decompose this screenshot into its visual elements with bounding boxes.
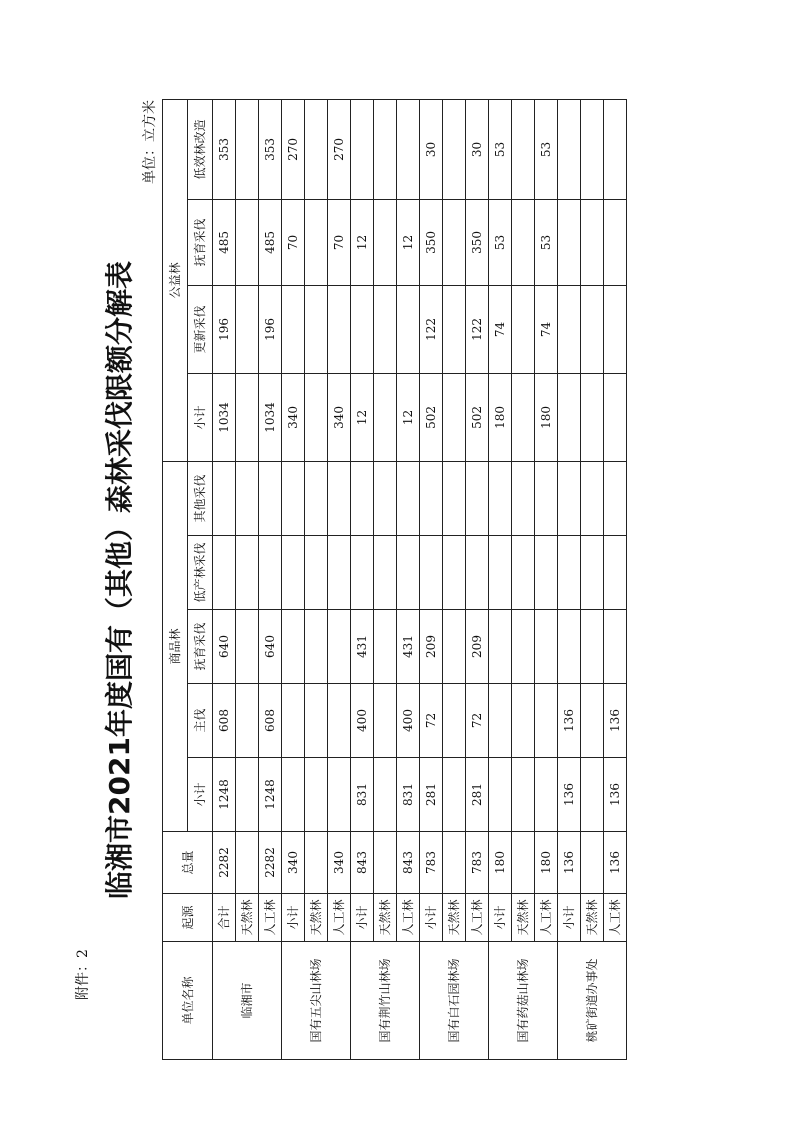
value-cell [489, 758, 512, 832]
value-cell: 2282 [213, 832, 236, 894]
value-cell: 340 [328, 832, 351, 894]
value-cell: 136 [558, 832, 581, 894]
value-cell [282, 536, 305, 610]
table-row [535, 99, 558, 1059]
value-cell: 136 [558, 684, 581, 758]
table-row [282, 99, 305, 1059]
page-title: 临湘市2021年度国有（其他）森林采伐限额分解表 [103, 261, 136, 899]
origin-cell: 小计 [282, 894, 305, 942]
value-cell: 53 [489, 199, 512, 285]
value-cell [443, 610, 466, 684]
value-cell: 1034 [213, 373, 236, 461]
origin-cell: 人工林 [328, 894, 351, 942]
rotated-table-block [100, 100, 640, 1060]
value-cell [535, 684, 558, 758]
value-cell [558, 373, 581, 461]
value-cell: 136 [604, 832, 627, 894]
value-cell [213, 536, 236, 610]
value-cell [581, 373, 604, 461]
value-cell: 783 [420, 832, 443, 894]
value-cell [558, 285, 581, 373]
value-cell [604, 536, 627, 610]
value-cell [282, 758, 305, 832]
value-cell [420, 461, 443, 535]
value-cell [443, 536, 466, 610]
origin-cell: 天然林 [236, 894, 259, 942]
origin-cell: 人工林 [604, 894, 627, 942]
origin-cell: 小计 [351, 894, 374, 942]
table-row [305, 99, 328, 1059]
value-cell [581, 758, 604, 832]
value-cell [328, 610, 351, 684]
value-cell [282, 610, 305, 684]
value-cell: 209 [466, 610, 489, 684]
value-cell: 431 [397, 610, 420, 684]
origin-cell: 天然林 [305, 894, 328, 942]
value-cell [305, 610, 328, 684]
value-cell [259, 536, 282, 610]
table-row [558, 99, 581, 1059]
value-cell [305, 832, 328, 894]
value-cell [512, 610, 535, 684]
value-cell [535, 758, 558, 832]
table-row [420, 99, 443, 1059]
header-public: 公益林 [163, 99, 188, 461]
origin-cell: 天然林 [512, 894, 535, 942]
value-cell [512, 758, 535, 832]
origin-cell: 小计 [420, 894, 443, 942]
value-cell [512, 832, 535, 894]
header-sub: 低产林采伐 [188, 536, 213, 610]
header-sub: 小计 [188, 373, 213, 461]
value-cell: 53 [535, 199, 558, 285]
value-cell: 502 [466, 373, 489, 461]
value-cell: 340 [328, 373, 351, 461]
value-cell: 281 [466, 758, 489, 832]
value-cell [466, 536, 489, 610]
value-cell [374, 99, 397, 199]
value-cell [581, 461, 604, 535]
value-cell: 1248 [213, 758, 236, 832]
value-cell: 340 [282, 373, 305, 461]
value-cell: 353 [259, 99, 282, 199]
value-cell [305, 758, 328, 832]
value-cell [512, 461, 535, 535]
table-row [259, 99, 282, 1059]
unit-name-cell: 国有药菇山林场 [489, 942, 558, 1060]
value-cell [512, 684, 535, 758]
value-cell [236, 832, 259, 894]
value-cell [328, 461, 351, 535]
value-cell: 180 [535, 373, 558, 461]
value-cell [443, 199, 466, 285]
value-cell: 502 [420, 373, 443, 461]
value-cell: 640 [213, 610, 236, 684]
value-cell: 843 [351, 832, 374, 894]
value-cell [305, 373, 328, 461]
value-cell [236, 536, 259, 610]
value-cell [443, 285, 466, 373]
value-cell [374, 536, 397, 610]
quota-table [162, 99, 627, 1060]
value-cell: 30 [466, 99, 489, 199]
table-row [466, 99, 489, 1059]
value-cell [535, 610, 558, 684]
value-cell [374, 373, 397, 461]
unit-name-cell: 国有五尖山林场 [282, 942, 351, 1060]
value-cell [236, 610, 259, 684]
value-cell: 180 [489, 373, 512, 461]
value-cell [604, 373, 627, 461]
value-cell [397, 461, 420, 535]
value-cell: 122 [420, 285, 443, 373]
value-cell [466, 461, 489, 535]
origin-cell: 人工林 [397, 894, 420, 942]
value-cell [328, 285, 351, 373]
value-cell: 1248 [259, 758, 282, 832]
value-cell: 72 [420, 684, 443, 758]
value-cell [305, 99, 328, 199]
value-cell [489, 461, 512, 535]
value-cell: 400 [397, 684, 420, 758]
value-cell: 281 [420, 758, 443, 832]
value-cell: 70 [282, 199, 305, 285]
value-cell [512, 373, 535, 461]
value-cell: 74 [489, 285, 512, 373]
value-cell [581, 536, 604, 610]
value-cell: 608 [259, 684, 282, 758]
value-cell: 180 [489, 832, 512, 894]
value-cell [443, 99, 466, 199]
value-cell [374, 684, 397, 758]
table-row [236, 99, 259, 1059]
value-cell [604, 285, 627, 373]
value-cell: 122 [466, 285, 489, 373]
value-cell [604, 461, 627, 535]
value-cell [351, 536, 374, 610]
value-cell: 608 [213, 684, 236, 758]
value-cell [558, 461, 581, 535]
value-cell [236, 758, 259, 832]
value-cell [236, 99, 259, 199]
value-cell: 400 [351, 684, 374, 758]
value-cell: 30 [420, 99, 443, 199]
value-cell: 53 [489, 99, 512, 199]
value-cell [581, 832, 604, 894]
header-commercial: 商品林 [163, 461, 188, 831]
value-cell [305, 199, 328, 285]
header-sub: 小计 [188, 758, 213, 832]
header-total: 总量 [163, 832, 213, 894]
value-cell [489, 610, 512, 684]
value-cell [374, 832, 397, 894]
value-cell: 12 [351, 373, 374, 461]
table-body [213, 99, 627, 1059]
table-row [581, 99, 604, 1059]
value-cell [443, 758, 466, 832]
value-cell [236, 684, 259, 758]
value-cell [282, 684, 305, 758]
value-cell: 353 [213, 99, 236, 199]
value-cell [604, 99, 627, 199]
header-sub: 低效林改造 [188, 99, 213, 199]
value-cell: 70 [328, 199, 351, 285]
origin-cell: 小计 [489, 894, 512, 942]
value-cell: 196 [259, 285, 282, 373]
value-cell: 196 [213, 285, 236, 373]
value-cell [351, 99, 374, 199]
value-cell [535, 461, 558, 535]
value-cell: 783 [466, 832, 489, 894]
value-cell [489, 536, 512, 610]
value-cell [374, 461, 397, 535]
value-cell [512, 199, 535, 285]
value-cell: 2282 [259, 832, 282, 894]
value-cell [328, 536, 351, 610]
header-sub: 抚育采伐 [188, 199, 213, 285]
value-cell [512, 536, 535, 610]
value-cell: 485 [259, 199, 282, 285]
value-cell [374, 285, 397, 373]
value-cell [443, 684, 466, 758]
header-unit-name: 单位名称 [163, 942, 213, 1060]
value-cell [420, 536, 443, 610]
value-cell: 350 [420, 199, 443, 285]
value-cell [305, 285, 328, 373]
origin-cell: 天然林 [374, 894, 397, 942]
value-cell [512, 99, 535, 199]
value-cell [489, 684, 512, 758]
value-cell [351, 461, 374, 535]
value-cell [558, 536, 581, 610]
table-row [512, 99, 535, 1059]
value-cell [581, 610, 604, 684]
value-cell: 12 [397, 373, 420, 461]
value-cell [328, 684, 351, 758]
value-cell [581, 684, 604, 758]
value-cell [305, 536, 328, 610]
value-cell [236, 373, 259, 461]
value-cell [374, 758, 397, 832]
value-cell [374, 610, 397, 684]
table-row [489, 99, 512, 1059]
table-row [443, 99, 466, 1059]
value-cell [305, 684, 328, 758]
header-sub: 抚育采伐 [188, 610, 213, 684]
value-cell: 74 [535, 285, 558, 373]
value-cell: 270 [328, 99, 351, 199]
value-cell [535, 536, 558, 610]
annex-label: 附件：2 [75, 949, 91, 1000]
value-cell: 831 [351, 758, 374, 832]
value-cell [236, 285, 259, 373]
origin-cell: 合计 [213, 894, 236, 942]
value-cell [213, 461, 236, 535]
value-cell [351, 285, 374, 373]
value-cell: 1034 [259, 373, 282, 461]
value-cell: 209 [420, 610, 443, 684]
origin-cell: 天然林 [443, 894, 466, 942]
table-row [604, 99, 627, 1059]
value-cell: 136 [558, 758, 581, 832]
value-cell [604, 610, 627, 684]
value-cell [558, 199, 581, 285]
value-cell [581, 199, 604, 285]
unit-name-cell: 桃矿街道办事处 [558, 942, 627, 1060]
header-sub: 更新采伐 [188, 285, 213, 373]
value-cell: 831 [397, 758, 420, 832]
value-cell: 53 [535, 99, 558, 199]
value-cell: 340 [282, 832, 305, 894]
unit-name-cell: 国有白石园林场 [420, 942, 489, 1060]
table-row [351, 99, 374, 1059]
value-cell: 180 [535, 832, 558, 894]
value-cell: 136 [604, 758, 627, 832]
value-cell [282, 461, 305, 535]
value-cell [558, 610, 581, 684]
value-cell [397, 536, 420, 610]
origin-cell: 小计 [558, 894, 581, 942]
unit-name-cell: 国有荆竹山林场 [351, 942, 420, 1060]
value-cell: 843 [397, 832, 420, 894]
unit-label: 单位：立方米 [142, 100, 158, 184]
table-row [397, 99, 420, 1059]
origin-cell: 天然林 [581, 894, 604, 942]
origin-cell: 人工林 [259, 894, 282, 942]
value-cell [443, 373, 466, 461]
value-cell: 72 [466, 684, 489, 758]
unit-name-cell: 临湘市 [213, 942, 282, 1060]
value-cell [397, 285, 420, 373]
value-cell [328, 758, 351, 832]
value-cell: 136 [604, 684, 627, 758]
table-row [328, 99, 351, 1059]
value-cell: 640 [259, 610, 282, 684]
value-cell [443, 461, 466, 535]
header-origin: 起源 [163, 894, 213, 942]
value-cell: 12 [397, 199, 420, 285]
value-cell [236, 199, 259, 285]
table-row [374, 99, 397, 1059]
value-cell [443, 832, 466, 894]
origin-cell: 人工林 [535, 894, 558, 942]
value-cell: 485 [213, 199, 236, 285]
value-cell [259, 461, 282, 535]
value-cell [282, 285, 305, 373]
value-cell [374, 199, 397, 285]
origin-cell: 人工林 [466, 894, 489, 942]
header-sub: 主伐 [188, 684, 213, 758]
value-cell [604, 199, 627, 285]
value-cell: 12 [351, 199, 374, 285]
value-cell [581, 99, 604, 199]
value-cell: 350 [466, 199, 489, 285]
value-cell: 431 [351, 610, 374, 684]
value-cell [305, 461, 328, 535]
value-cell [236, 461, 259, 535]
value-cell [512, 285, 535, 373]
value-cell [558, 99, 581, 199]
value-cell [397, 99, 420, 199]
table-row [213, 99, 236, 1059]
value-cell [581, 285, 604, 373]
header-sub: 其他采伐 [188, 461, 213, 535]
value-cell: 270 [282, 99, 305, 199]
